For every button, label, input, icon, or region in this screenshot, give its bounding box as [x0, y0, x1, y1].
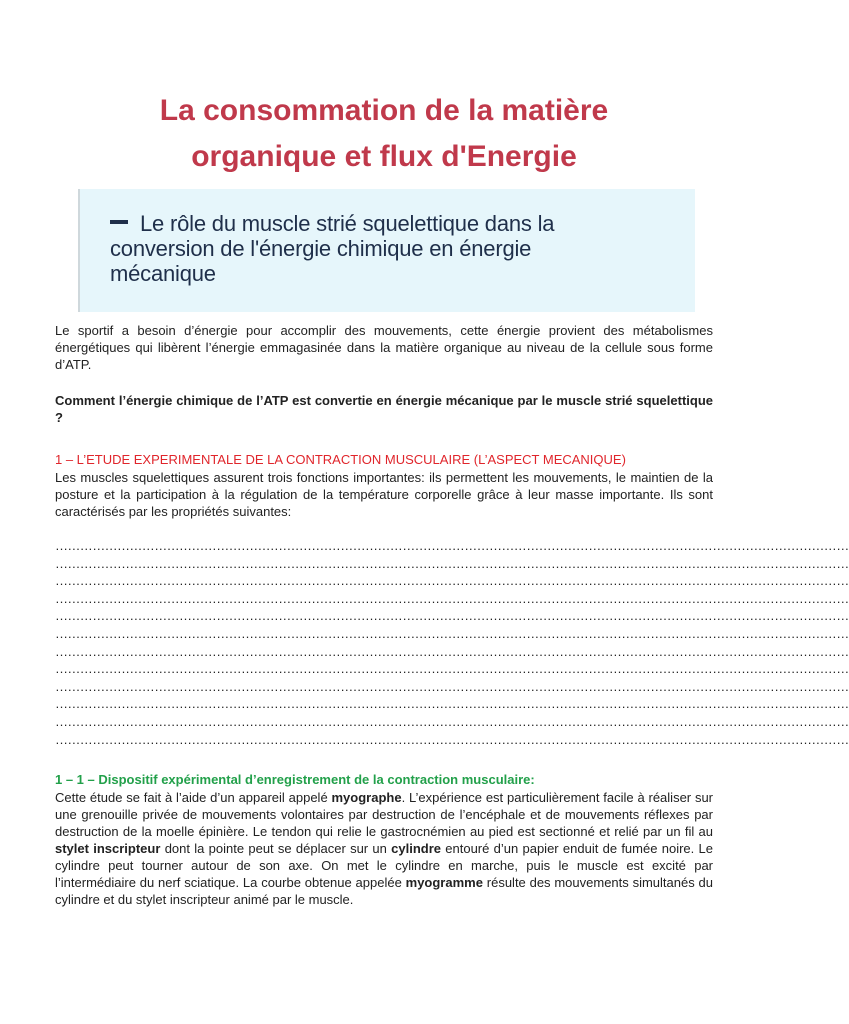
dotted-line[interactable]: ………………………………………………………………………………………………………………………………………………………………………… — [55, 538, 849, 553]
text-run: dont la pointe peut se déplacer sur un — [160, 841, 392, 856]
banner-line-2: conversion de l'énergie chimique en énergie — [110, 236, 532, 261]
answer-lines — [55, 537, 849, 748]
intro-paragraph: Le sportif a besoin d’énergie pour accomplir des mouvements, cette énergie provient des métabolismes énergétiques qui libèrent l’énergie emmagasinée dans la matière organique au niveau de la cellule sous forme d’ATP. — [55, 323, 713, 372]
dotted-line[interactable]: ………………………………………………………………………………………………………………………………………………………………………… — [55, 713, 849, 729]
page-title — [40, 88, 728, 180]
text-run: entouré d’un papier enduit de fumée noire. Le cylindre peut tourner autour de son axe. On met le cylindre en marche, puis le muscle est excité par l’intermédiaire du nerf sciatique. La courbe obtenue appelée — [55, 841, 713, 890]
dash-icon — [110, 220, 128, 224]
term-myogramme: myogramme — [405, 875, 483, 890]
term-cylindre: cylindre — [391, 841, 441, 856]
dotted-line[interactable]: ………………………………………………………………………………………………………………………………………………………………………… — [55, 643, 849, 659]
section-1-text: Les muscles squelettiques assurent trois fonctions importantes: ils permettent les mouvements, le maintien de la posture et la participation à la régulation de la température corporelle grâce à leur masse importante. Ils sont caractérisés par les propriétés suivantes: — [55, 470, 713, 519]
dotted-line[interactable]: ………………………………………………………………………………………………………………………………………………………………………… — [55, 661, 849, 677]
dotted-line[interactable]: ………………………………………………………………………………………………………………………………………………………………………… — [55, 696, 849, 712]
text-run: . L’expérience est particulièrement facile à réaliser sur une grenouille privée de mouvements volontaires par destruction de l’encéphale et de mouvements réflexes par destruction de la moelle épinière. Le tendon qui relie le gastrocnémien au pied est sectionné et relié par un fil au — [55, 790, 714, 839]
dotted-line[interactable]: ………………………………………………………………………………………………………………………………………………………………………… — [55, 590, 849, 606]
banner-line-3: mécanique — [110, 261, 216, 286]
banner-line-1: Le rôle du muscle strié squelettique dans la — [140, 211, 555, 236]
dotted-line[interactable]: ………………………………………………………………………………………………………………………………………………………………………… — [55, 731, 849, 747]
text-run: résulte des mouvements simultanés du cylindre et du stylet inscripteur animé par le muscle. — [55, 875, 713, 907]
term-stylet-inscripteur: stylet inscripteur — [55, 841, 161, 856]
banner-text — [110, 211, 670, 286]
section-1-1-text — [55, 789, 713, 908]
section-1-heading: 1 – L’ETUDE EXPERIMENTALE DE LA CONTRACTION MUSCULAIRE (L’ASPECT MECANIQUE) — [55, 452, 626, 467]
dotted-line[interactable]: ………………………………………………………………………………………………………………………………………………………………………… — [55, 555, 849, 571]
section-1-1-heading: 1 – 1 – Dispositif expérimental d’enregistrement de la contraction musculaire: — [55, 772, 535, 787]
dotted-line[interactable]: ………………………………………………………………………………………………………………………………………………………………………… — [55, 625, 849, 641]
title-line-1: La consommation de la matière — [159, 94, 609, 127]
dotted-line[interactable]: ………………………………………………………………………………………………………………………………………………………………………… — [55, 608, 849, 624]
subtitle-banner — [78, 189, 695, 312]
dotted-line[interactable]: ………………………………………………………………………………………………………………………………………………………………………… — [55, 573, 849, 589]
title-line-2: organique et flux d'Energie — [191, 140, 577, 173]
text-run: Cette étude se fait à l’aide d’un appareil appelé — [55, 790, 332, 805]
dotted-line[interactable]: ………………………………………………………………………………………………………………………………………………………………………… — [55, 678, 849, 694]
question-paragraph: Comment l’énergie chimique de l’ATP est convertie en énergie mécanique par le muscle strié squelettique ? — [55, 393, 713, 425]
term-myographe: myographe — [331, 790, 402, 805]
